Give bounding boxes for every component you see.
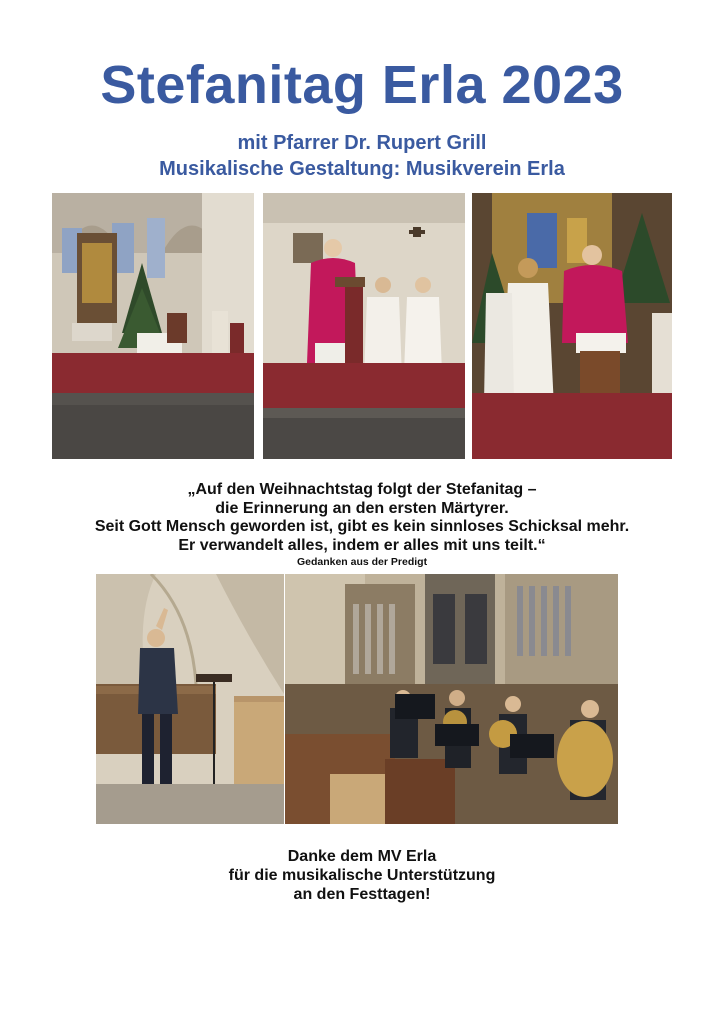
page-title: Stefanitag Erla 2023 xyxy=(100,55,624,115)
photo-brass-musicians xyxy=(285,574,618,824)
thanks-line-3: an den Festtagen! xyxy=(293,886,431,903)
photo-priest-at-altar xyxy=(472,193,672,459)
thanks-line-2: für die musikalische Unterstützung xyxy=(228,867,496,884)
quote-line-2: die Erinnerung an den ersten Märtyrer. xyxy=(215,500,509,517)
thanks-line-1: Danke dem MV Erla xyxy=(287,848,437,865)
photo-church-altar xyxy=(52,193,254,459)
quote-line-1: „Auf den Weihnachtstag folgt der Stefanitag – xyxy=(187,481,537,498)
subtitle-priest: mit Pfarrer Dr. Rupert Grill xyxy=(237,132,487,154)
quote-credit: Gedanken aus der Predigt xyxy=(296,556,428,568)
subtitle-music: Musikalische Gestaltung: Musikverein Erla xyxy=(159,158,565,180)
quote-line-4: Er verwandelt alles, indem er alles mit uns teilt.“ xyxy=(178,537,546,554)
quote-line-3: Seit Gott Mensch geworden ist, gibt es kein sinnloses Schicksal mehr. xyxy=(94,518,630,535)
photo-conductor xyxy=(96,574,284,824)
photo-priest-with-servers xyxy=(263,193,465,459)
